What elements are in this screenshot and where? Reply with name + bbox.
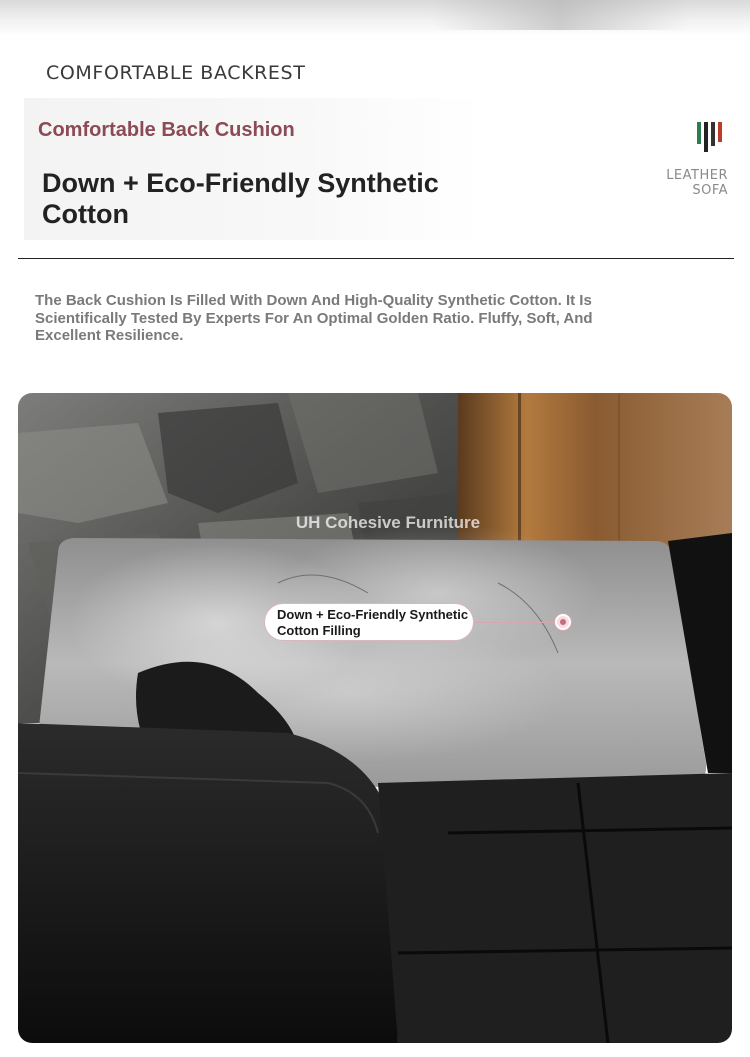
sofa-illustration bbox=[18, 393, 732, 1043]
callout-connector bbox=[474, 622, 558, 623]
callout-pin-icon bbox=[555, 614, 571, 630]
section-subtitle: Comfortable Back Cushion bbox=[38, 119, 295, 141]
page-title: Down + Eco-Friendly Synthetic Cotton bbox=[42, 168, 439, 229]
top-banner-fade bbox=[0, 0, 750, 36]
brand-label bbox=[666, 168, 728, 198]
striped-bars-logo-icon bbox=[696, 122, 724, 152]
section-eyebrow: COMFORTABLE BACKREST bbox=[46, 62, 306, 84]
description-text: The Back Cushion Is Filled With Down And High-Quality Synthetic Cotton. It Is Scientifically Tested By Experts For An Optimal Golden Ratio. Fluffy, Soft, And Excellent Resilience. bbox=[35, 292, 593, 344]
callout-label: Down + Eco-Friendly Synthetic Cotton Filling bbox=[264, 603, 474, 641]
brand-watermark: UH Cohesive Furniture bbox=[295, 513, 481, 532]
brand-line-1: LEATHER bbox=[666, 168, 728, 183]
product-photo bbox=[18, 393, 732, 1043]
section-divider bbox=[18, 258, 734, 259]
brand-line-2: SOFA bbox=[692, 183, 728, 198]
